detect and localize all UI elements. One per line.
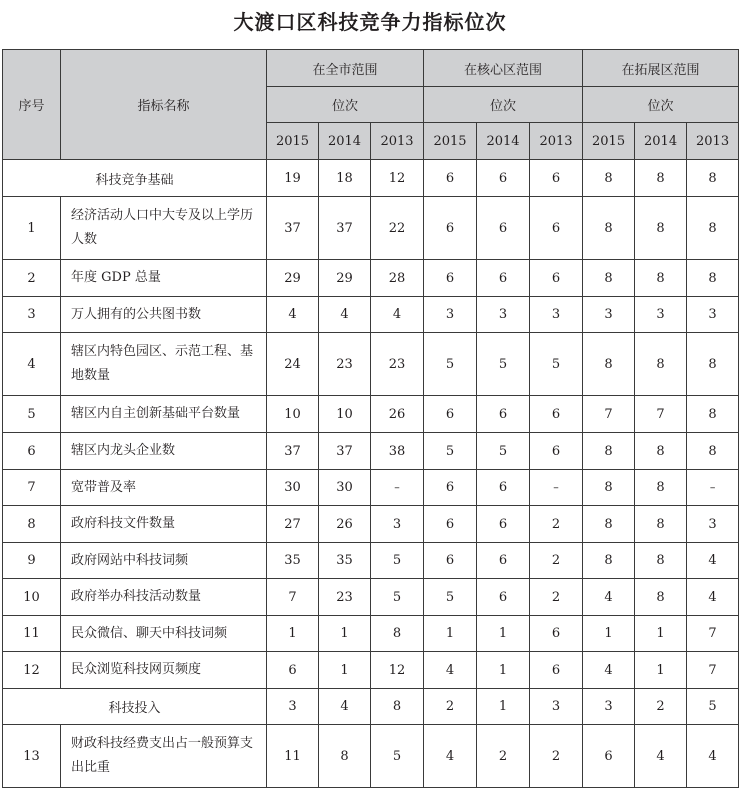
section-name-cell: 科技投入 xyxy=(3,689,267,725)
indicator-name-cell: 政府科技文件数量 xyxy=(61,506,267,543)
rank-value-cell: 6 xyxy=(530,197,583,260)
year-header: 2014 xyxy=(319,123,371,160)
rank-value-cell: 24 xyxy=(267,333,319,396)
rank-value-cell: 6 xyxy=(530,160,583,197)
rank-value-cell: 5 xyxy=(371,725,424,788)
rank-value-cell: 8 xyxy=(583,543,635,579)
row-index-cell: 2 xyxy=(3,260,61,297)
rank-value-cell: 6 xyxy=(477,260,530,297)
indicator-name-cell: 辖区内自主创新基础平台数量 xyxy=(61,396,267,433)
rank-value-cell: 8 xyxy=(635,543,687,579)
rank-value-cell: 6 xyxy=(424,506,477,543)
table-row xyxy=(3,543,739,579)
ranking-table xyxy=(2,49,739,788)
rank-value-cell: 3 xyxy=(687,506,739,543)
table-row xyxy=(3,297,739,333)
rank-value-cell: 1 xyxy=(477,652,530,689)
rank-value-cell: 8 xyxy=(371,689,424,725)
rank-value-cell: 6 xyxy=(424,160,477,197)
rank-value-cell: 5 xyxy=(424,333,477,396)
rank-value-cell: 1 xyxy=(319,616,371,652)
rank-value-cell: 1 xyxy=(267,616,319,652)
rank-value-cell: 8 xyxy=(687,160,739,197)
indicator-name-cell: 政府网站中科技词频 xyxy=(61,543,267,579)
rank-value-cell: 7 xyxy=(635,396,687,433)
rank-value-cell: 1 xyxy=(477,689,530,725)
rank-value-cell: 2 xyxy=(635,689,687,725)
rank-value-cell: 2 xyxy=(530,579,583,616)
rank-value-cell: 3 xyxy=(424,297,477,333)
rank-value-cell: 26 xyxy=(319,506,371,543)
rank-value-cell: 6 xyxy=(424,396,477,433)
indicator-name-cell: 政府举办科技活动数量 xyxy=(61,579,267,616)
section-row xyxy=(3,689,739,725)
table-row xyxy=(3,616,739,652)
rank-value-cell: 2 xyxy=(530,725,583,788)
indicator-name-cell: 财政科技经费支出占一般预算支出比重 xyxy=(61,725,267,788)
rank-value-cell: 8 xyxy=(635,260,687,297)
rank-value-cell: 29 xyxy=(267,260,319,297)
rank-value-cell: 5 xyxy=(477,333,530,396)
rank-value-cell: 1 xyxy=(319,652,371,689)
section-row xyxy=(3,160,739,197)
rank-value-cell: 5 xyxy=(371,543,424,579)
rank-value-cell: 7 xyxy=(687,616,739,652)
year-header: 2015 xyxy=(424,123,477,160)
rank-value-cell: 8 xyxy=(687,396,739,433)
rank-value-cell: 3 xyxy=(583,689,635,725)
rank-value-cell: 3 xyxy=(687,297,739,333)
rank-value-cell: – xyxy=(371,470,424,506)
rank-value-cell: 37 xyxy=(267,197,319,260)
rank-value-cell: 6 xyxy=(477,197,530,260)
indicator-name-cell: 辖区内龙头企业数 xyxy=(61,433,267,470)
row-index-cell: 1 xyxy=(3,197,61,260)
rank-value-cell: 8 xyxy=(687,260,739,297)
rank-value-cell: 8 xyxy=(319,725,371,788)
row-index-cell: 9 xyxy=(3,543,61,579)
rank-label: 位次 xyxy=(267,87,424,123)
rank-value-cell: 38 xyxy=(371,433,424,470)
rank-value-cell: 4 xyxy=(583,652,635,689)
col-index-header: 序号 xyxy=(3,50,61,160)
rank-value-cell: 29 xyxy=(319,260,371,297)
rank-value-cell: 8 xyxy=(583,470,635,506)
table-title: 大渡口区科技竞争力指标位次 xyxy=(233,10,507,34)
row-index-cell: 10 xyxy=(3,579,61,616)
rank-value-cell: 8 xyxy=(635,470,687,506)
rank-value-cell: 3 xyxy=(371,506,424,543)
rank-value-cell: 4 xyxy=(267,297,319,333)
rank-value-cell: 4 xyxy=(319,689,371,725)
rank-value-cell: 4 xyxy=(687,725,739,788)
rank-value-cell: 8 xyxy=(583,433,635,470)
rank-value-cell: 6 xyxy=(477,160,530,197)
rank-value-cell: 22 xyxy=(371,197,424,260)
row-index-cell: 8 xyxy=(3,506,61,543)
indicator-name-cell: 经济活动人口中大专及以上学历人数 xyxy=(61,197,267,260)
table-header xyxy=(3,50,739,160)
rank-value-cell: 11 xyxy=(267,725,319,788)
rank-value-cell: 8 xyxy=(583,260,635,297)
rank-value-cell: 6 xyxy=(477,506,530,543)
rank-value-cell: 4 xyxy=(371,297,424,333)
rank-value-cell: 8 xyxy=(687,197,739,260)
row-index-cell: 5 xyxy=(3,396,61,433)
rank-value-cell: 10 xyxy=(319,396,371,433)
rank-value-cell: 26 xyxy=(371,396,424,433)
table-row xyxy=(3,579,739,616)
rank-value-cell: 6 xyxy=(477,470,530,506)
rank-value-cell: 37 xyxy=(319,433,371,470)
rank-value-cell: 6 xyxy=(530,433,583,470)
rank-value-cell: 5 xyxy=(424,433,477,470)
row-index-cell: 13 xyxy=(3,725,61,788)
rank-value-cell: 8 xyxy=(583,197,635,260)
year-header: 2014 xyxy=(477,123,530,160)
table-row xyxy=(3,260,739,297)
rank-value-cell: 4 xyxy=(687,579,739,616)
rank-value-cell: 6 xyxy=(424,543,477,579)
rank-value-cell: 6 xyxy=(583,725,635,788)
rank-value-cell: 4 xyxy=(583,579,635,616)
rank-value-cell: 8 xyxy=(583,160,635,197)
rank-value-cell: 4 xyxy=(424,725,477,788)
rank-label: 位次 xyxy=(424,87,583,123)
rank-value-cell: 12 xyxy=(371,160,424,197)
rank-value-cell: 8 xyxy=(635,197,687,260)
rank-value-cell: 6 xyxy=(530,396,583,433)
rank-value-cell: 6 xyxy=(477,543,530,579)
rank-value-cell: 35 xyxy=(267,543,319,579)
row-index-cell: 12 xyxy=(3,652,61,689)
rank-value-cell: 27 xyxy=(267,506,319,543)
rank-value-cell: 5 xyxy=(371,579,424,616)
group-header-expansion: 在拓展区范围 xyxy=(583,50,739,87)
rank-value-cell: 7 xyxy=(267,579,319,616)
rank-value-cell: 1 xyxy=(477,616,530,652)
rank-value-cell: 2 xyxy=(477,725,530,788)
year-header: 2014 xyxy=(635,123,687,160)
rank-value-cell: 8 xyxy=(635,506,687,543)
table-row xyxy=(3,197,739,260)
rank-value-cell: 6 xyxy=(530,260,583,297)
row-index-cell: 3 xyxy=(3,297,61,333)
rank-value-cell: 8 xyxy=(583,506,635,543)
row-index-cell: 11 xyxy=(3,616,61,652)
rank-value-cell: 3 xyxy=(477,297,530,333)
table-row xyxy=(3,396,739,433)
rank-value-cell: 4 xyxy=(319,297,371,333)
year-header: 2015 xyxy=(583,123,635,160)
rank-value-cell: 3 xyxy=(583,297,635,333)
rank-value-cell: 10 xyxy=(267,396,319,433)
rank-value-cell: 2 xyxy=(424,689,477,725)
indicator-name-cell: 民众浏览科技网页频度 xyxy=(61,652,267,689)
rank-value-cell: 30 xyxy=(267,470,319,506)
table-row xyxy=(3,333,739,396)
rank-value-cell: 3 xyxy=(530,689,583,725)
rank-value-cell: 5 xyxy=(477,433,530,470)
year-header: 2013 xyxy=(530,123,583,160)
rank-value-cell: 5 xyxy=(687,689,739,725)
rank-value-cell: 8 xyxy=(635,579,687,616)
rank-value-cell: 3 xyxy=(635,297,687,333)
rank-value-cell: 37 xyxy=(267,433,319,470)
indicator-name-cell: 万人拥有的公共图书数 xyxy=(61,297,267,333)
rank-value-cell: 8 xyxy=(371,616,424,652)
rank-value-cell: 12 xyxy=(371,652,424,689)
rank-value-cell: 2 xyxy=(530,506,583,543)
rank-value-cell: 8 xyxy=(687,333,739,396)
rank-value-cell: 3 xyxy=(267,689,319,725)
rank-value-cell: 23 xyxy=(319,333,371,396)
indicator-name-cell: 宽带普及率 xyxy=(61,470,267,506)
rank-value-cell: 2 xyxy=(530,543,583,579)
rank-value-cell: 8 xyxy=(583,333,635,396)
rank-value-cell: 7 xyxy=(583,396,635,433)
row-index-cell: 4 xyxy=(3,333,61,396)
row-index-cell: 6 xyxy=(3,433,61,470)
rank-value-cell: 23 xyxy=(371,333,424,396)
indicator-name-cell: 辖区内特色园区、示范工程、基地数量 xyxy=(61,333,267,396)
rank-value-cell: 6 xyxy=(477,579,530,616)
col-name-header: 指标名称 xyxy=(61,50,267,160)
indicator-name-cell: 民众微信、聊天中科技词频 xyxy=(61,616,267,652)
rank-value-cell: 7 xyxy=(687,652,739,689)
table-row xyxy=(3,506,739,543)
rank-value-cell: 4 xyxy=(424,652,477,689)
table-body xyxy=(3,160,739,788)
rank-value-cell: 23 xyxy=(319,579,371,616)
rank-value-cell: 5 xyxy=(424,579,477,616)
rank-value-cell: 1 xyxy=(424,616,477,652)
rank-value-cell: 6 xyxy=(424,260,477,297)
rank-value-cell: 35 xyxy=(319,543,371,579)
year-header: 2013 xyxy=(687,123,739,160)
rank-value-cell: 6 xyxy=(424,470,477,506)
section-name-cell: 科技竞争基础 xyxy=(3,160,267,197)
year-header: 2013 xyxy=(371,123,424,160)
rank-value-cell: – xyxy=(530,470,583,506)
rank-value-cell: 6 xyxy=(477,396,530,433)
rank-value-cell: 30 xyxy=(319,470,371,506)
rank-value-cell: – xyxy=(687,470,739,506)
rank-value-cell: 8 xyxy=(635,433,687,470)
row-index-cell: 7 xyxy=(3,470,61,506)
rank-value-cell: 6 xyxy=(530,652,583,689)
group-header-city: 在全市范围 xyxy=(267,50,424,87)
rank-value-cell: 1 xyxy=(583,616,635,652)
rank-value-cell: 4 xyxy=(635,725,687,788)
rank-label: 位次 xyxy=(583,87,739,123)
rank-value-cell: 18 xyxy=(319,160,371,197)
rank-value-cell: 5 xyxy=(530,333,583,396)
rank-value-cell: 8 xyxy=(635,160,687,197)
rank-value-cell: 8 xyxy=(687,433,739,470)
rank-value-cell: 1 xyxy=(635,616,687,652)
table-row xyxy=(3,725,739,788)
rank-value-cell: 4 xyxy=(687,543,739,579)
rank-value-cell: 37 xyxy=(319,197,371,260)
indicator-name-cell: 年度 GDP 总量 xyxy=(61,260,267,297)
table-row xyxy=(3,652,739,689)
group-header-core: 在核心区范围 xyxy=(424,50,583,87)
rank-value-cell: 6 xyxy=(530,616,583,652)
rank-value-cell: 19 xyxy=(267,160,319,197)
rank-value-cell: 6 xyxy=(424,197,477,260)
table-row xyxy=(3,470,739,506)
rank-value-cell: 6 xyxy=(267,652,319,689)
rank-value-cell: 8 xyxy=(635,333,687,396)
rank-value-cell: 3 xyxy=(530,297,583,333)
rank-value-cell: 28 xyxy=(371,260,424,297)
rank-value-cell: 1 xyxy=(635,652,687,689)
table-row xyxy=(3,433,739,470)
year-header: 2015 xyxy=(267,123,319,160)
